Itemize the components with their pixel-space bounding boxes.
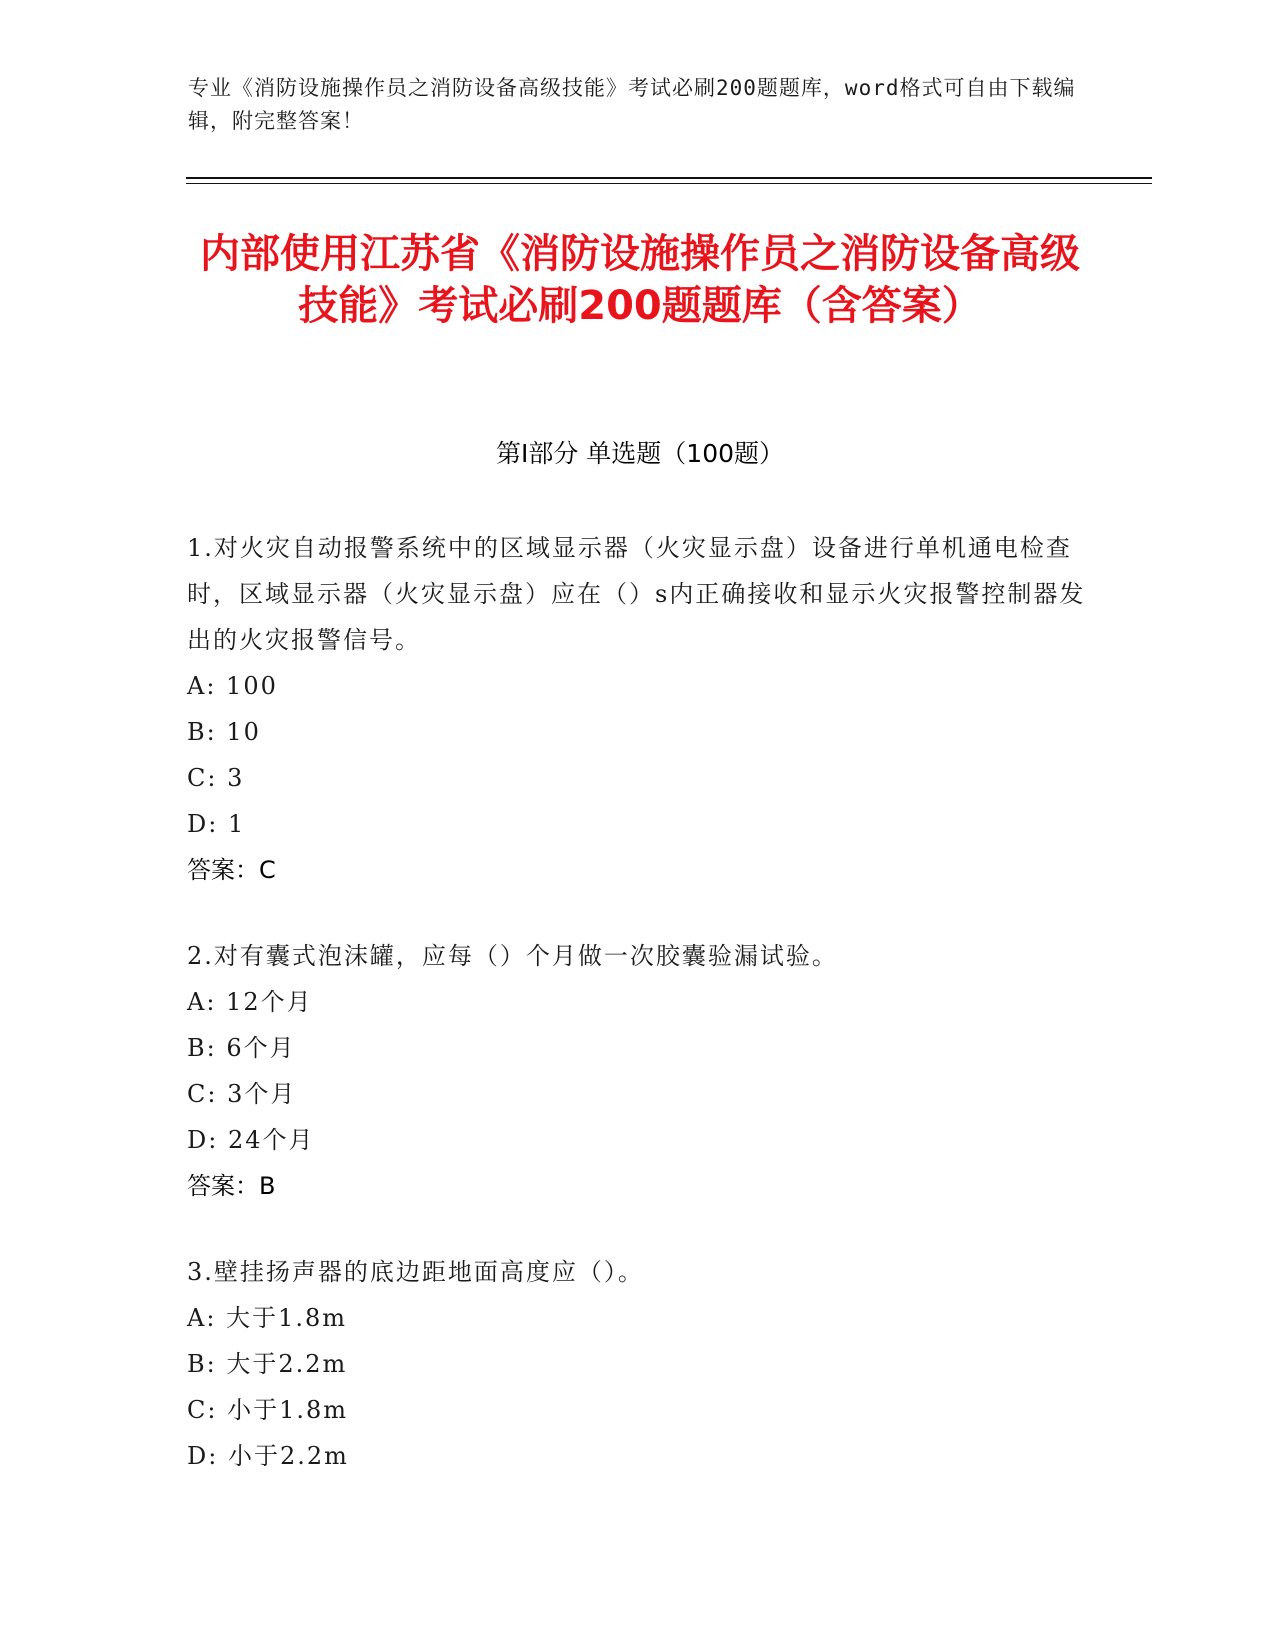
option-c: C: 3个月 — [187, 1080, 297, 1108]
question-stem: 3.壁挂扬声器的底边距地面高度应（）。 — [187, 1258, 644, 1286]
question-list — [187, 525, 1087, 1519]
option-b: B: 大于2.2m — [187, 1350, 348, 1378]
question-stem: 2.对有囊式泡沫罐，应每（）个月做一次胶囊验漏试验。 — [187, 942, 838, 970]
header-note: 专业《消防设施操作员之消防设备高级技能》考试必刷200题题库，word格式可自由下载编辑，附完整答案！ — [188, 76, 1076, 133]
option-d: D: 小于2.2m — [187, 1442, 349, 1470]
header-rule-thin — [186, 183, 1152, 184]
question-stem: 1.对火灾自动报警系统中的区域显示器（火灾显示盘）设备进行单机通电检查时，区域显示器（火灾显示盘）应在（）s内正确接收和显示火灾报警控制器发出的火灾报警信号。 — [187, 534, 1086, 654]
answer-line: 答案：C — [187, 856, 276, 884]
option-c: C: 小于1.8m — [187, 1396, 349, 1424]
header-rule-thick — [186, 177, 1152, 179]
option-d: D: 24个月 — [187, 1126, 315, 1154]
document-title: 内部使用江苏省《消防设施操作员之消防设备高级技能》考试必刷200题题库（含答案） — [200, 231, 1080, 329]
question-2 — [187, 933, 1087, 1209]
option-b: B: 10 — [187, 718, 261, 746]
option-b: B: 6个月 — [187, 1034, 296, 1062]
option-a: A: 12个月 — [187, 988, 313, 1016]
option-d: D: 1 — [187, 810, 246, 838]
question-1 — [187, 525, 1087, 893]
option-c: C: 3 — [187, 764, 245, 792]
option-a: A: 100 — [187, 672, 278, 700]
option-a: A: 大于1.8m — [187, 1304, 347, 1332]
answer-line: 答案：B — [187, 1172, 276, 1200]
section-title: 第I部分 单选题（100题） — [495, 439, 785, 468]
question-3 — [187, 1249, 1087, 1479]
